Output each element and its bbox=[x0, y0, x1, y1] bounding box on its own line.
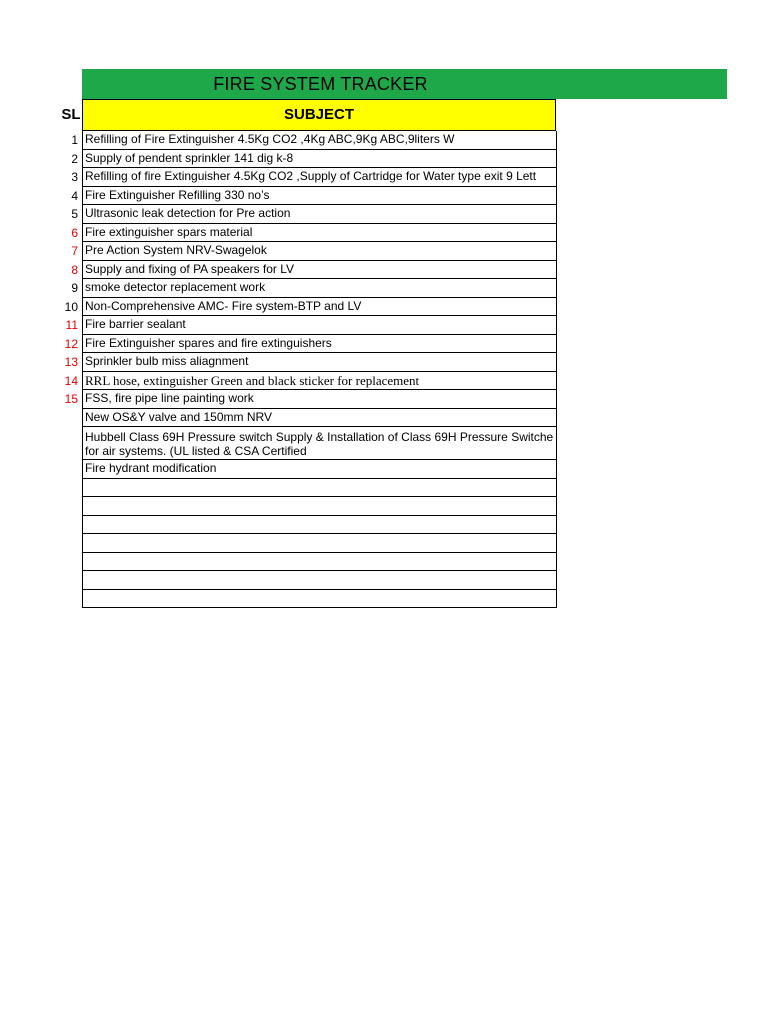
subject-cell bbox=[82, 590, 557, 609]
sl-cell bbox=[58, 590, 78, 609]
sl-cell: 7 bbox=[71, 244, 78, 258]
subject-cell bbox=[82, 534, 557, 553]
title-bar bbox=[82, 69, 727, 99]
sl-cell bbox=[58, 460, 78, 479]
subject-cell: Supply of pendent sprinkler 141 dig k-8 bbox=[82, 150, 557, 169]
subject-cell bbox=[82, 571, 557, 590]
subject-cell: Refilling of Fire Extinguisher 4.5Kg CO2 ,4Kg ABC,9Kg ABC,9liters W bbox=[82, 131, 557, 150]
subject-cell: smoke detector replacement work bbox=[82, 279, 557, 298]
sl-cell bbox=[58, 427, 78, 460]
sl-cell: 13 bbox=[64, 355, 78, 369]
subject-cell: Sprinkler bulb miss aliagnment bbox=[82, 353, 557, 372]
sl-cell: 8 bbox=[71, 262, 78, 277]
sl-cell: 2 bbox=[71, 151, 78, 166]
subject-column-header: SUBJECT bbox=[82, 99, 556, 131]
sl-cell: 6 bbox=[71, 225, 78, 240]
sl-cell bbox=[58, 516, 78, 535]
subject-cell bbox=[82, 497, 557, 516]
subject-cell: Fire hydrant modification bbox=[82, 460, 557, 479]
sl-cell bbox=[58, 534, 78, 553]
subject-cell: Non-Comprehensive AMC- Fire system-BTP and LV bbox=[82, 298, 557, 317]
sl-cell bbox=[58, 479, 78, 498]
sl-cell: 15 bbox=[64, 392, 78, 406]
tracker-title: FIRE SYSTEM TRACKER bbox=[213, 74, 428, 94]
subject-cell bbox=[82, 479, 557, 498]
sl-cell bbox=[58, 409, 78, 428]
subject-cell: RRL hose, extinguisher Green and black sticker for replacement bbox=[82, 372, 557, 391]
subject-cell: Supply and fixing of PA speakers for LV bbox=[82, 261, 557, 280]
sl-cell: 12 bbox=[64, 336, 78, 351]
sl-cell: 1 bbox=[71, 133, 78, 147]
subject-cell: FSS, fire pipe line painting work bbox=[82, 390, 557, 409]
sl-cell: 14 bbox=[64, 373, 78, 388]
sl-cell: 3 bbox=[71, 170, 78, 184]
subject-cell: Ultrasonic leak detection for Pre action bbox=[82, 205, 557, 224]
subject-cell: Fire Extinguisher Refilling 330 no’s bbox=[82, 187, 557, 206]
subject-cell: Pre Action System NRV-Swagelok bbox=[82, 242, 557, 261]
subject-cell bbox=[82, 553, 557, 572]
subject-cell: Fire extinguisher spars material bbox=[82, 224, 557, 243]
sl-cell: 4 bbox=[71, 188, 78, 203]
sl-cell: 9 bbox=[71, 281, 78, 295]
subject-cell: Fire Extinguisher spares and fire extinguishers bbox=[82, 335, 557, 354]
subject-cell: Fire barrier sealant bbox=[82, 316, 557, 335]
sl-cell bbox=[58, 497, 78, 516]
sl-cell: 11 bbox=[65, 318, 78, 332]
subject-cell: Refilling of fire Extinguisher 4.5Kg CO2 ,Supply of Cartridge for Water type exit 9 Lett bbox=[82, 168, 557, 187]
sl-cell bbox=[58, 553, 78, 572]
sl-cell: 5 bbox=[71, 207, 78, 221]
sl-column-header: SL bbox=[61, 106, 81, 123]
subject-cell: Hubbell Class 69H Pressure switch Supply & Installation of Class 69H Pressure Switche for air systems. (UL listed & CSA Certified bbox=[82, 427, 557, 460]
subject-cell: New OS&Y valve and 150mm NRV bbox=[82, 409, 557, 428]
subject-cell bbox=[82, 516, 557, 535]
sl-cell bbox=[58, 571, 78, 590]
sl-cell: 10 bbox=[64, 299, 78, 314]
